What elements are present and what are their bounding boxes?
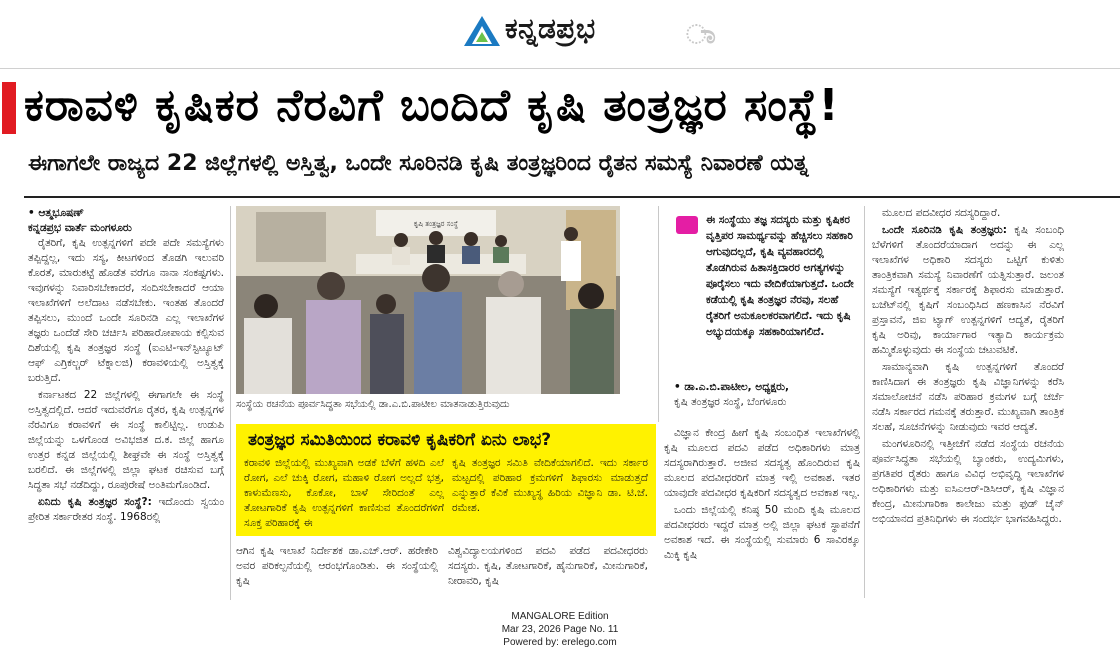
paragraph: ಒಂದು ಜಿಲ್ಲೆಯಲ್ಲಿ ಕನಿಷ್ಠ 50 ಮಂದಿ ಕೃಷಿ ಮೂಲದ ಪದವೀಧರರು ಇದ್ದರೆ ಮಾತ್ರ ಅಲ್ಲಿ ಜಿಲ್ಲಾ ಘಟಕ ಸ್ಥಾಪನೆಗೆ ಅವಕಾಶ ಇದೆ. ಈ ಸಂಸ್ಥೆಯಲ್ಲಿ ಸುಮಾರು 6 ಸಾವಿರಕ್ಕೂ ಮಿಕ್ಕಿ ಕೃಷಿ	[664, 504, 860, 561]
paragraph: ಒಂದೇ ಸೂರಿನಡಿ ಕೃಷಿ ತಂತ್ರಜ್ಞರು: ಕೃಷಿ ಸಂಬಂಧಿ ಬೆಳೆಗಳಿಗೆ ತೊಂದರೆಯಾದಾಗ ಅದನ್ನು ಈ ಎಲ್ಲ ಇಲಾಖೆಗಳ ಅಧಿಕಾರಿ ಸದಸ್ಯರು ಒಟ್ಟಿಗೆ ಕುಳಿತು ತಾಂತ್ರಿಕವಾಗಿ ಸಮಸ್ಯೆ ನಿವಾರಣೆಗೆ ಯತ್ನಿಸುತ್ತಾರೆ. ಜಲಂತ ಸಮಸ್ಯೆಗೆ ಇತ್ಯರ್ಥಕ್ಕೆ ಸರ್ಕಾರಕ್ಕೆ ಶಿಫಾರಸು ಮಾಡುತ್ತಾರೆ. ಬಜೆಟ್‌ನಲ್ಲಿ ಕೃಷಿಗೆ ಸಂಬಂಧಿಸಿದ ಹಣಕಾಸಿನ ನೆರವಿಗೆ ಪ್ರಸ್ತಾವನೆ, ಜಿಐ ಟ್ಯಾಗ್ ಉತ್ಪನ್ನಗಳಿಗೆ ಆದ್ಯತೆ, ರೈತರಿಗೆ ಕೃಷಿ ಅರಿವು, ಕಾರ್ಯಾಗಾರ ಇತ್ಯಾದಿ ಕಾರ್ಯಕ್ರಮ ಹಮ್ಮಿಕೊಳ್ಳುವುದು ಈ ಸಂಸ್ಥೆಯ ಚಟುವಟಿಕೆ.	[872, 224, 1064, 356]
paragraph: ಏನಿದು ಕೃಷಿ ತಂತ್ರಜ್ಞರ ಸಂಸ್ಥೆ?: ಇದೊಂದು ಸ್ವಯಂ ಪ್ರೇರಿತ ಸರ್ಕಾರೇತರ ಸಂಸ್ಥೆ. 1968ರಲ್ಲಿ	[28, 496, 224, 523]
pull-quote-attribution	[674, 380, 860, 410]
subhead-inline: ಏನಿದು ಕೃಷಿ ತಂತ್ರಜ್ಞರ ಸಂಸ್ಥೆ?:	[38, 496, 152, 508]
subhead-inline: ಒಂದೇ ಸೂರಿನಡಿ ಕೃಷಿ ತಂತ್ರಜ್ಞರು:	[882, 224, 1007, 236]
info-box-title: ತಂತ್ರಜ್ಞರ ಸಮಿತಿಯಿಂದ ಕರಾವಳಿ ಕೃಷಿಕರಿಗೆ ಏನು ಲಾಭ?	[248, 430, 552, 450]
article-column-4	[664, 426, 860, 600]
article-column-5	[872, 206, 1064, 600]
pull-quote: ಈ ಸಂಸ್ಥೆಯು ತಜ್ಞ ಸದಸ್ಯರು ಮತ್ತು ಕೃಷಿಕರ ವೃತ್ತಿಪರ ಸಾಮರ್ಥ್ಯವನ್ನು ಹೆಚ್ಚಿಸಲು ಸಹಕಾರಿ ಆಗುವುದಲ್ಲದೆ, ಕೃಷಿ ವ್ಯವಹಾರದಲ್ಲಿ ತೊಡಗಿರುವ ಹಿತಾಸಕ್ತಿದಾರರ ಅಗತ್ಯಗಳನ್ನು ಪೂರೈಸಲು ಇದು ವೇದಿಕೆಯಾಗುತ್ತದೆ. ಒಂದೇ ಕಡೆಯಲ್ಲಿ ಕೃಷಿ ತಂತ್ರಜ್ಞರ ನೆರವು, ಸಲಹೆ ರೈತರಿಗೆ ಅನುಕೂಲಕರವಾಗಲಿದೆ. ಇದು ಕೃಷಿ ಅಭ್ಯುದಯಕ್ಕೂ ಸಹಕಾರಿಯಾಗಲಿದೆ.	[706, 214, 854, 338]
footer-date: Mar 23, 2026 Page No. 11	[501, 624, 619, 635]
headline-accent-bar	[2, 82, 16, 134]
masthead	[0, 0, 1120, 62]
article-column-2: ಆಗಿನ ಕೃಷಿ ಇಲಾಖೆ ನಿರ್ದೇಶಕ ಡಾ.ಎಚ್.ಆರ್. ಹರೇಕೇರಿ ಅವರ ಪರಿಕಲ್ಪನೆಯಲ್ಲಿ ಆರಂಭಗೊಂಡಿತು. ಈ ಸಂಸ್ಥೆಯಲ್ಲಿ ಕೃಷಿ	[236, 545, 438, 587]
footer-powered-link[interactable]: Powered by: erelego.com	[503, 637, 617, 648]
info-box-text-right: ಕೃಷಿ ತಂತ್ರಜ್ಞರ ಸಮಿತಿ ವೇದಿಕೆಯಾಗಲಿದೆ. ಇದು ಸರ್ಕಾರ ಮಟ್ಟದಲ್ಲಿ ಪರಿಹಾರ ಕ್ರಮಗಳಿಗೆ ಶಿಫಾರಸು ಮಾಡುತ್ತದೆ ಎನ್ನುತ್ತಾರೆ ಕೆವಿಕೆ ಮುಖ್ಯಸ್ಥ ಹಿರಿಯ ವಿಜ್ಞಾನಿ ಡಾ. ಟಿ.ಜೆ. ರಮೇಶ.	[452, 457, 648, 514]
column-divider	[230, 206, 231, 600]
column-divider	[864, 206, 865, 598]
masthead-ghost-glyph: ಾ	[686, 20, 716, 50]
headline: ಕರಾವಳಿ ಕೃಷಿಕರ ನೆರವಿಗೆ ಬಂದಿದೆ ಕೃಷಿ ತಂತ್ರಜ್ಞರ ಸಂಸ್ಥೆ!	[24, 80, 840, 131]
paragraph: ರೈತರಿಗೆ, ಕೃಷಿ ಉತ್ಪನ್ನಗಳಿಗೆ ಪದೇ ಪದೇ ಸಮಸ್ಯೆಗಳು ತಪ್ಪಿದ್ದಲ್ಲ, ಇದು ಸಸ್ಯ, ಕೀಟಗಳಿಂದ ತೊಡಗಿ ಇಲುವರಿ ಕೊರತೆ, ಮಾರುಕಟ್ಟೆ ಹೊಡೆತ ವರೆಗೂ ನಾನಾ ಸಂಕಷ್ಟಗಳು. ಇವುಗಳನ್ನು ನಿವಾರಿಸಬೇಕಾದರೆ, ಸಂದಿಸಬೇಕಾದರೆ ಆಯಾ ಇಲಾಖೆಗಳಿಗೆ ಅಲೆದಾಟ ನಡೆಸಬೇಕು. ಇಂತಹ ತೊಂದರೆ ತಪ್ಪಿಸಲು, ಮುಂದೆ ಒಂದೇ ಸೂರಿನಡಿ ಎಲ್ಲ ಇಲಾಖೆಗಳ ತಜ್ಞರು ಒಂದೆಡೆ ಸೇರಿ ಚರ್ಚಿಸಿ ಪರಿಹಾರೋಪಾಯ ಕಲ್ಪಿಸುವ ದಿಶೆಯಲ್ಲಿ ಕೃಷಿ ತಂತ್ರಜ್ಞರ ಸಂಸ್ಥೆ (ಐಎಟಿ-ಇನ್‌ಸ್ಟಿಟ್ಯೂಟ್ ಆಫ್ ಎಗ್ರಿಕಲ್ಚರ್ ಟೆಕ್ನಾಲಜಿ) ಕರಾವಳಿಯಲ್ಲಿ ಅಸ್ತಿತ್ವಕ್ಕೆ ಬರುತ್ತಿದೆ.	[28, 237, 224, 384]
subheadline: ಈಗಾಗಲೇ ರಾಜ್ಯದ 22 ಜಿಲ್ಲೆಗಳಲ್ಲಿ ಅಸ್ತಿತ್ವ, ಒಂದೇ ಸೂರಿನಡಿ ಕೃಷಿ ತಂತ್ರಜ್ಞರಿಂದ ರೈತನ ಸಮಸ್ಯೆ ನಿವಾರಣೆ ಯತ್ನ	[28, 151, 809, 176]
masthead-rule	[0, 68, 1120, 69]
byline: • ಆತ್ಮಭೂಷಣ್	[28, 207, 84, 219]
paragraph: ಮಂಗಳೂರಿನಲ್ಲಿ ಇತ್ತೀಚೆಗೆ ನಡೆದ ಸಂಸ್ಥೆಯ ರಚನೆಯ ಪೂರ್ವಸಿದ್ಧತಾ ಸಭೆಯಲ್ಲಿ ಬ್ಯಾಂಕರು, ಉದ್ಯಮಿಗಳು, ಪ್ರಗತಿಪರ ರೈತರು ಹಾಗೂ ವಿವಿಧ ಅಭಿವೃದ್ಧಿ ಇಲಾಖೆಗಳ ಅಧಿಕಾರಿಗಳು ಮತ್ತು ಐಸಿಎಆರ್-ಡಿಸಿಆರ್, ಕೃಷಿ ವಿಜ್ಞಾನ ಕೇಂದ್ರ, ಮೀನುಗಾರಿಕಾ ಕಾಲೇಜು ಮತ್ತು ಫುಡ್ ಚೈನ್ ಅಭಿಯಾನದ ಪ್ರತಿನಿಧಿಗಳು ಈ ಸಂದರ್ಭ ಭಾಗವಹಿಸಿದ್ದರು.	[872, 438, 1064, 525]
paragraph: ಸಾಮಾನ್ಯವಾಗಿ ಕೃಷಿ ಉತ್ಪನ್ನಗಳಿಗೆ ತೊಂದರೆ ಕಾಣಿಸಿದಾಗ ಈ ತಂತ್ರಜ್ಞರು ಕೃಷಿ ವಿಜ್ಞಾನಿಗಳನ್ನು ಕರೆಸಿ ಸಮಾಲೋಚನೆ ನಡೆಸಿ ಪರಿಹಾರ ಕ್ರಮಗಳ ಬಗ್ಗೆ ಚರ್ಚೆ ನಡೆಸಿ ಸರ್ಕಾರದ ಗಮನಕ್ಕೆ ತರುತ್ತಾರೆ. ಮುಖ್ಯವಾಗಿ ತಾಂತ್ರಿಕ ಸಲಹೆ, ಸೂಚನೆಗಳನ್ನು ನೀಡುವುದು ಇವರ ಆದ್ಯತೆ.	[872, 361, 1064, 433]
quote-attr-name: • ಡಾ.ಎ.ಬಿ.ಪಾಟೀಲ, ಅಧ್ಯಕ್ಷರು,	[674, 381, 790, 393]
photo-banner-text: ಕೃಷಿ ತಂತ್ರಜ್ಞರ ಸಂಸ್ಥೆ	[413, 220, 459, 228]
quote-attr-org: ಕೃಷಿ ತಂತ್ರಜ್ಞರ ಸಂಸ್ಥೆ, ಬೆಂಗಳೂರು	[674, 396, 787, 408]
meeting-photo	[236, 206, 620, 394]
meeting-photo-image	[236, 206, 620, 394]
column-divider	[658, 206, 659, 422]
kannadaprabha-logo-icon	[462, 14, 502, 48]
dateline: ಕನ್ನಡಪ್ರಭ ವಾರ್ತೆ ಮಂಗಳೂರು	[28, 222, 132, 234]
paragraph: ಮೂಲದ ಪದವೀಧರ ಸದಸ್ಯರಿದ್ದಾರೆ.	[882, 207, 1001, 219]
footer	[460, 610, 660, 649]
quote-icon	[676, 216, 698, 234]
headline-rule	[24, 196, 1120, 198]
paragraph: ವಿಜ್ಞಾನ ಕೇಂದ್ರ ಹೀಗೆ ಕೃಷಿ ಸಂಬಂಧಿತ ಇಲಾಖೆಗಳಲ್ಲಿ ಕೃಷಿ ಮೂಲದ ಪದವಿ ಪಡೆದ ಅಧಿಕಾರಿಗಳು ಮಾತ್ರ ಸದಸ್ಯರಾಗಿರುತ್ತಾರೆ. ಅಜೀವ ಸದಸ್ಯತ್ವ ಹೊಂದಿರುವ ಕೃಷಿ ಮೂಲದ ಪದವೀಧರರಿಗೆ ಮಾತ್ರ ಇಲ್ಲಿ ಅವಕಾಶ. ಇತರ ಯಾವುದೇ ಪದವೀಧರ ಕೃಷಿಕರಿಗೆ ಸದಸ್ಯತ್ವದ ಅವಕಾಶ ಇಲ್ಲ.	[664, 427, 860, 499]
info-box-text-left: ಕರಾವಳಿ ಜಿಲ್ಲೆಯಲ್ಲಿ ಮುಖ್ಯವಾಗಿ ಅಡಕೆ ಬೆಳೆಗೆ ಹಳದಿ ಎಲೆ ರೋಗ, ಎಲೆ ಚುಕ್ಕಿ ರೋಗ, ಮಹಾಳಿ ರೋಗ ಅಲ್ಲದೆ ಭತ್ತ, ಕಾಳುಮೆಣಸು, ಕೊಕೋ, ಬಾಳೆ ಸೇರಿದಂತೆ ಎಲ್ಲ ತೋಟಗಾರಿಕೆ ಕೃಷಿ ಉತ್ಪನ್ನಗಳಿಗೆ ಕಾಣಿಸುವ ತೊಂದರೆಗಳಿಗೆ ಸೂಕ್ತ ಪರಿಹಾರಕ್ಕೆ ಈ	[244, 457, 444, 529]
paragraph: ಕರ್ನಾಟಕದ 22 ಜಿಲ್ಲೆಗಳಲ್ಲಿ ಈಗಾಗಲೇ ಈ ಸಂಸ್ಥೆ ಅಸ್ತಿತ್ವದಲ್ಲಿದೆ. ಆದರೆ ಇದುವರೆಗೂ ರೈತರ, ಕೃಷಿ ಉತ್ಪನ್ನಗಳ ನೆರವಿಗೂ ಕರಾವಳಿಗೆ ಈ ಸಂಸ್ಥೆ ಕಾಲಿಟ್ಟಿಲ್ಲ. ಉಡುಪಿ ಜಿಲ್ಲೆಯನ್ನು ಒಳಗೊಂಡ ಅವಿಭಜಿತ ದ.ಕ. ಜಿಲ್ಲೆ ಹಾಗೂ ಉತ್ತರ ಕನ್ನಡ ಜಿಲ್ಲೆಯಲ್ಲಿ ಶೀಘ್ರವೇ ಈ ಸಂಸ್ಥೆ ಅಸ್ತಿತ್ವಕ್ಕೆ ಬರಲಿದೆ. ಈ ಜಿಲ್ಲೆಗಳಲ್ಲಿ ಜಿಲ್ಲಾ ಘಟಕ ರಚಿಸುವ ಬಗ್ಗೆ ಸಿದ್ಧತಾ ಸಭೆ ನಡೆದಿದ್ದು, ರೂಪುರೇಷೆ ಅಂತಿಮಗೊಂಡಿದೆ.	[28, 389, 224, 491]
photo-caption: ಸಂಸ್ಥೆಯ ರಚನೆಯ ಪೂರ್ವಸಿದ್ಧತಾ ಸಭೆಯಲ್ಲಿ ಡಾ.ಎ.ಬಿ.ಪಾಟೀಲ ಮಾತನಾಡುತ್ತಿರುವುದು	[236, 399, 510, 410]
footer-edition: MANGALORE Edition	[511, 611, 609, 622]
article-column-3: ವಿಶ್ವವಿದ್ಯಾಲಯಗಳಿಂದ ಪದವಿ ಪಡೆದ ಪದವೀಧರರು ಸದಸ್ಯರು. ಕೃಷಿ, ತೋಟಗಾರಿಕೆ, ಹೈನುಗಾರಿಕೆ, ಮೀನುಗಾರಿಕೆ, ನೀರಾವರಿ, ಕೃಷಿ	[448, 545, 648, 587]
masthead-logo-text: ಕನ್ನಡಪ್ರಭ	[505, 12, 596, 45]
article-column-1	[28, 206, 224, 598]
